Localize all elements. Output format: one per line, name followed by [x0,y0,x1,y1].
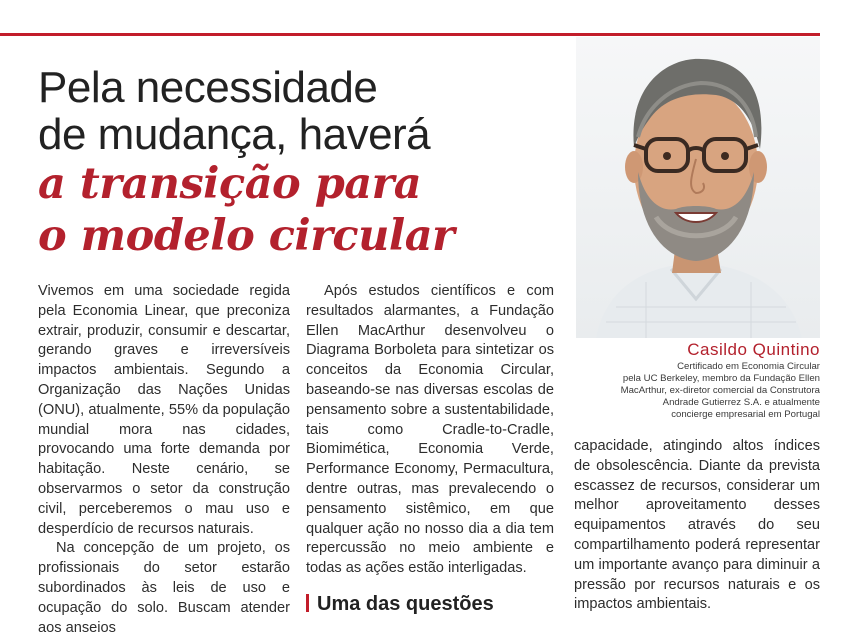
author-bio [576,361,820,421]
author-bio-line: Certificado em Economia Circular [677,361,820,372]
paragraph: Na concepção de um projeto, os profissionais do setor estarão subordinados às leis de uso e ocupação do solo. Buscam atender aos anseios [38,540,290,636]
subheading-bar [306,594,309,612]
author-photo [576,37,820,338]
author-bio-line: MacArthur, ex-diretor comercial da Construtora [620,385,820,396]
article-column-2 [306,282,554,615]
headline-line-2: de mudança, haverá [38,110,431,159]
subheading-text: Uma das questões [317,592,494,615]
author-name: Casildo Quintino [687,340,820,359]
author-bio-line: Andrade Gutierrez S.A. e atualmente [662,397,820,408]
article-column-3 [574,437,820,615]
headline-accent-1: a transição para [38,159,422,209]
section-subheading [306,593,554,615]
paragraph: Após estudos científicos e com resultados alarmantes, a Fundação Ellen MacArthur desenvolveu o Diagrama Borboleta para sintetizar os conceitos da Economia Circular, baseando-se nas diversas escolas de pensamento sobre a sustentabilidade, tais como Cradle-to-Cradle, Biomimética, Economia Verde, Performance Economy, Permacultura, dentre outras, mas prevalecendo o pensamento sistêmico, em que qualquer ação no nosso dia a dia tem repercussão no meio ambiente e todas as ações estão interligadas. [306,283,554,577]
headline-accent-2: o modelo circular [38,211,455,261]
author-bio-line: concierge empresarial em Portugal [671,409,820,420]
paragraph: capacidade, atingindo altos índices de obsolescência. Diante da prevista escassez de recursos, considerar um melhor aproveitamento desses equipamentos através do seu compartilhamento poderá representar um importante avanço para diminuir a pressão por recursos naturais e os impactos ambientais. [574,438,820,613]
headline [38,64,558,262]
article-column-1 [38,282,290,638]
top-rule [0,33,820,36]
author-portrait-illustration [576,37,820,338]
paragraph: Vivemos em uma sociedade regida pela Economia Linear, que preconiza extrair, produzir, consumir e descartar, gerando graves e irreversíveis impactos ambientais. Segundo a Organização das Nações Unidas (ONU), atualmente, 55% da população mundial mora nas cidades, provocando uma forte demanda por habitação. Neste cenário, se observarmos o setor da construção civil, perceberemos o mau uso e desperdício de recursos naturais. [38,283,290,537]
headline-line-1: Pela necessidade [38,63,378,112]
author-bio-line: pela UC Berkeley, membro da Fundação Ellen [622,373,820,384]
